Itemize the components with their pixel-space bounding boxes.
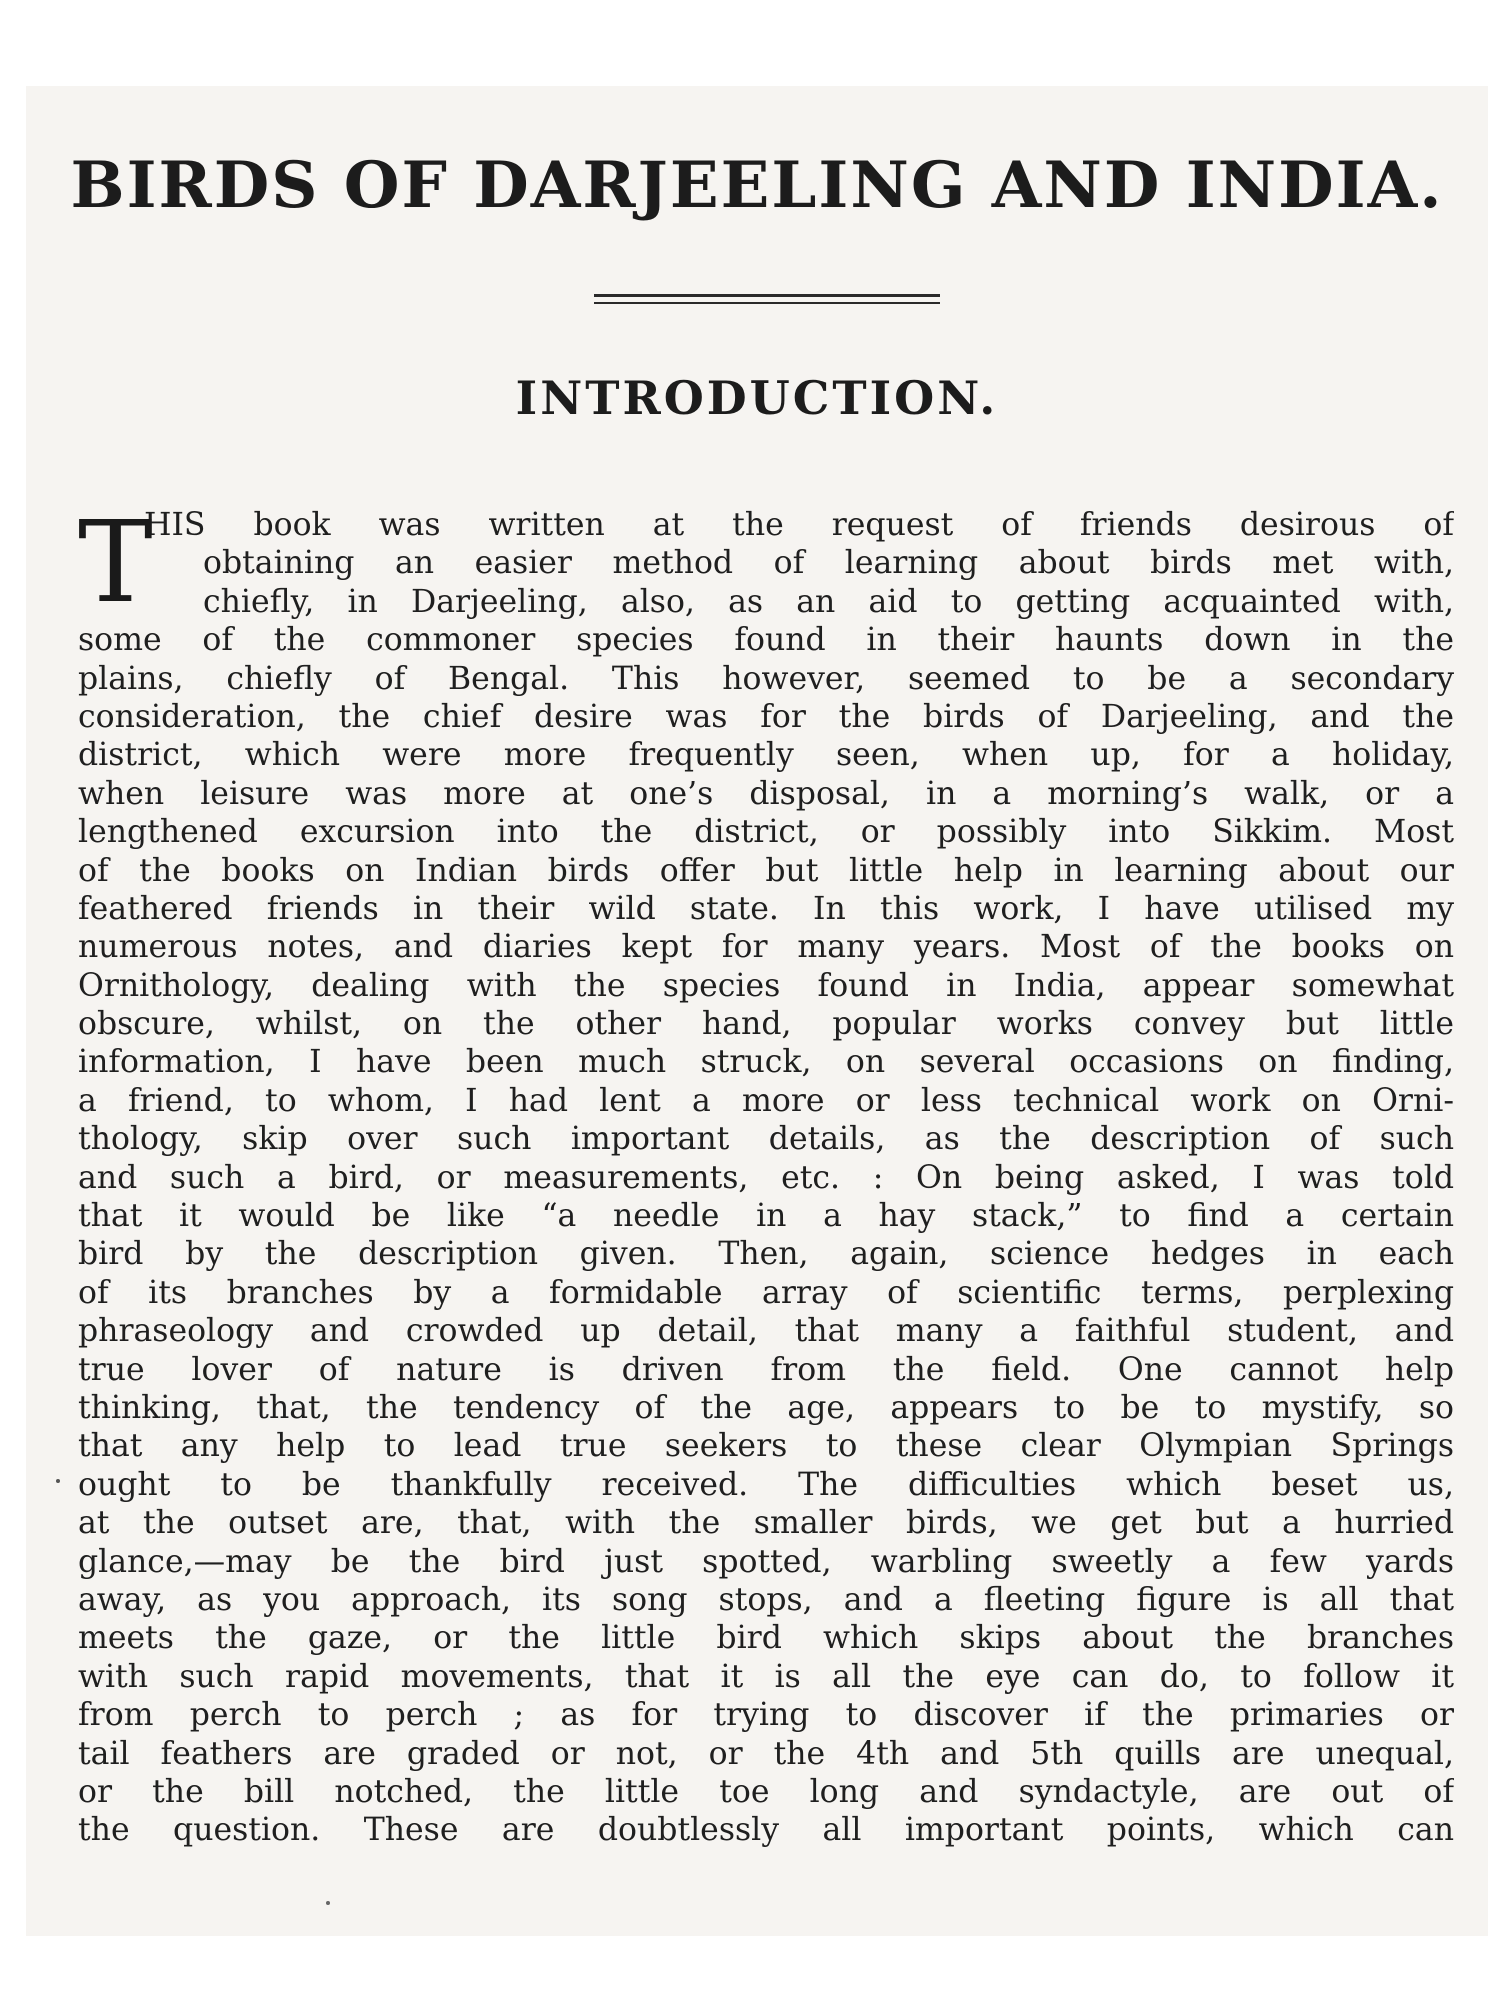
text-line: meets the gaze, or the little bird which skips about the branches xyxy=(78,1620,1454,1657)
text-line: HIS book was written at the request of friends desirous of xyxy=(144,507,1454,543)
introduction-text xyxy=(78,498,1454,1850)
text-line: true lover of nature is driven from the field. One cannot help xyxy=(78,1351,1454,1388)
text-line: that any help to lead true seekers to these clear Olympian Springs xyxy=(78,1428,1454,1465)
text-line: bird by the description given. Then, again, science hedges in each xyxy=(78,1236,1454,1273)
text-line: that it would be like “a needle in a hay stack,” to find a certain xyxy=(78,1198,1454,1235)
text-line: feathered friends in their wild state. In this work, I have utilised my xyxy=(78,890,1454,927)
text-line: obtaining an easier method of learning about birds met with, xyxy=(203,545,1454,582)
text-line: of the books on Indian birds offer but little help in learning about our xyxy=(78,852,1454,889)
title-divider xyxy=(594,294,940,309)
book-page xyxy=(26,86,1488,1936)
text-line: ought to be thankfully received. The difficulties which beset us, xyxy=(78,1466,1454,1503)
text-line: thinking, that, the tendency of the age, appears to be to mystify, so xyxy=(78,1389,1454,1426)
text-line: from perch to perch ; as for trying to discover if the primaries or xyxy=(78,1697,1454,1734)
page-title: BIRDS OF DARJEELING AND INDIA. xyxy=(70,148,1444,223)
text-line: lengthened excursion into the district, or possibly into Sikkim. Most xyxy=(78,814,1454,851)
text-line: district, which were more frequently seen, when up, for a holiday, xyxy=(78,737,1454,774)
text-line: plains, chiefly of Bengal. This however, seemed to be a secondary xyxy=(78,660,1454,697)
text-line: consideration, the chief desire was for the birds of Darjeeling, and the xyxy=(78,698,1454,735)
text-line: tail feathers are graded or not, or the 4th and 5th quills are unequal, xyxy=(78,1735,1454,1772)
text-line: numerous notes, and diaries kept for many years. Most of the books on xyxy=(78,929,1454,966)
print-speck xyxy=(326,1901,330,1905)
text-line: a friend, to whom, I had lent a more or less technical work on Orni- xyxy=(78,1082,1454,1119)
text-line: with such rapid movements, that it is all the eye can do, to follow it xyxy=(78,1658,1454,1695)
text-line: thology, skip over such important details, as the description of such xyxy=(78,1121,1454,1158)
text-line: of its branches by a formidable array of scientific terms, perplexing xyxy=(78,1274,1454,1311)
text-line: Ornithology, dealing with the species found in India, appear somewhat xyxy=(78,967,1454,1004)
text-line: when leisure was more at one’s disposal, in a morning’s walk, or a xyxy=(78,775,1454,812)
print-speck xyxy=(56,1479,60,1483)
text-line: phraseology and crowded up detail, that many a faithful student, and xyxy=(78,1313,1454,1350)
text-line: or the bill notched, the little toe long and syndactyle, are out of xyxy=(78,1773,1454,1810)
text-line: away, as you approach, its song stops, and a fleeting figure is all that xyxy=(78,1581,1454,1618)
text-line: chiefly, in Darjeeling, also, as an aid to getting acquainted with, xyxy=(203,583,1454,620)
text-line: at the outset are, that, with the smaller birds, we get but a hurried xyxy=(78,1505,1454,1542)
drop-cap: T xyxy=(78,498,153,628)
text-line: some of the commoner species found in their haunts down in the xyxy=(78,622,1454,659)
text-line: and such a bird, or measurements, etc. : On being asked, I was told xyxy=(78,1159,1454,1196)
text-line: information, I have been much struck, on several occasions on finding, xyxy=(78,1044,1454,1081)
text-line: glance,—may be the bird just spotted, warbling sweetly a few yards xyxy=(78,1543,1454,1580)
text-line: obscure, whilst, on the other hand, popular works convey but little xyxy=(78,1006,1454,1043)
section-heading: INTRODUCTION. xyxy=(515,371,999,425)
text-line: the question. These are doubtlessly all important points, which can xyxy=(78,1812,1454,1849)
